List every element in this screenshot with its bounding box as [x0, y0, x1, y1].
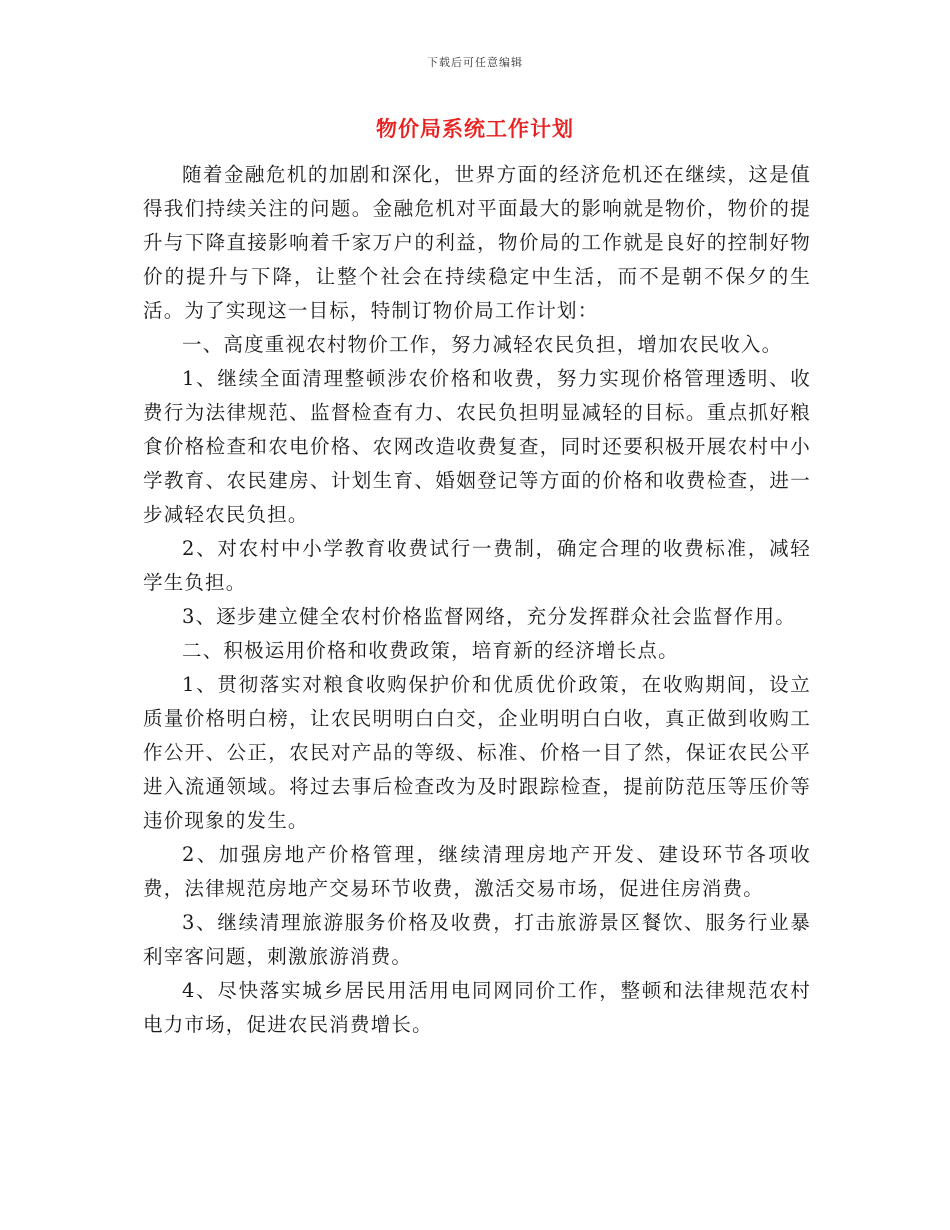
paragraph-section-1-item-3: 3、逐步建立健全农村价格监督网络，充分发挥群众社会监督作用。 [182, 605, 796, 628]
paragraph-section-1-heading: 一、高度重视农村物价工作，努力减轻农民负担，增加农民收入。 [182, 333, 783, 356]
paragraph-section-1-item-2: 2、对农村中小学教育收费试行一费制，确定合理的收费标准，减轻学生负担。 [143, 537, 811, 594]
header-note: 下载后可任意编辑 [427, 56, 523, 69]
paragraph-section-2-item-1: 1、贯彻落实对粮食收购保护价和优质优价政策，在收购期间，设立质量价格明白榜，让农民明明白白交，企业明明白白收，真正做到收购工作公开、公正，农民对产品的等级、标准、价格一目了然，保证农民公平进入流通领域。将过去事后检查改为及时跟踪检查，提前防范压等压价等违价现象的发生。 [143, 673, 811, 832]
paragraph-section-2-item-2: 2、加强房地产价格管理，继续清理房地产开发、建设环节各项收费，法律规范房地产交易环节收费，激活交易市场，促进住房消费。 [143, 843, 811, 900]
paragraph-section-1-item-1: 1、继续全面清理整顿涉农价格和收费，努力实现价格管理透明、收费行为法律规范、监督检查有力、农民负担明显减轻的目标。重点抓好粮食价格检查和农电价格、农网改造收费复查，同时还要积极开展农村中小学教育、农民建房、计划生育、婚姻登记等方面的价格和收费检查，进一步减轻农民负担。 [143, 367, 811, 526]
document-body [143, 158, 811, 1042]
document-title: 物价局系统工作计划 [376, 117, 574, 141]
paragraph-section-2-item-3: 3、继续清理旅游服务价格及收费，打击旅游景区餐饮、服务行业暴利宰客问题，刺激旅游消费。 [143, 911, 811, 968]
paragraph-section-2-item-4: 4、尽快落实城乡居民用活用电同网同价工作，整顿和法律规范农村电力市场，促进农民消费增长。 [143, 979, 811, 1036]
paragraph-section-2-heading: 二、积极运用价格和收费政策，培育新的经济增长点。 [182, 639, 679, 662]
paragraph-intro: 随着金融危机的加剧和深化，世界方面的经济危机还在继续，这是值得我们持续关注的问题。金融危机对平面最大的影响就是物价，物价的提升与下降直接影响着千家万户的利益，物价局的工作就是良好的控制好物价的提升与下降，让整个社会在持续稳定中生活，而不是朝不保夕的生活。为了实现这一目标，特制订物价局工作计划： [143, 163, 811, 322]
